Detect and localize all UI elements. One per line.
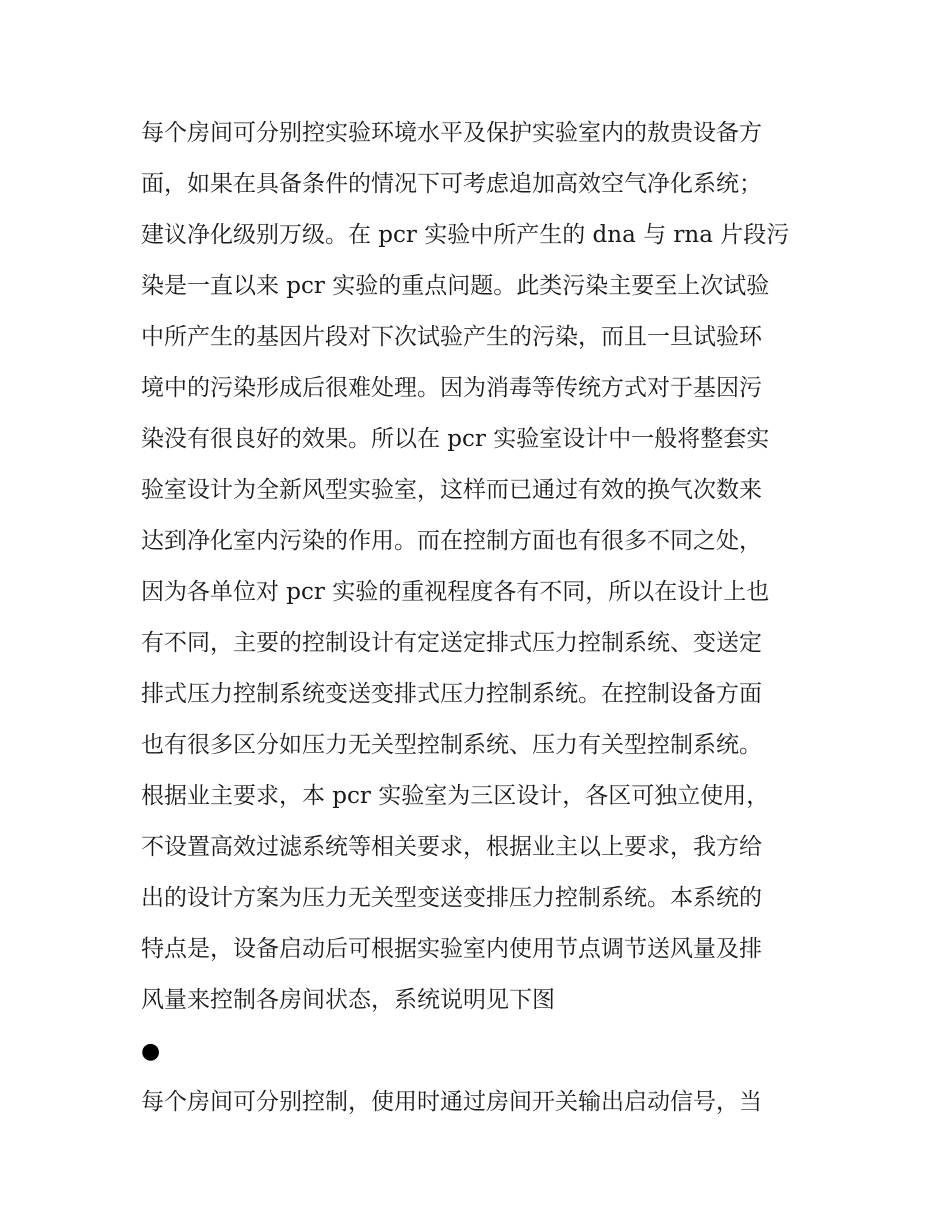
text-line: 特点是，设备启动后可根据实验室内使用节点调节送风量及排	[141, 936, 762, 962]
text-line: 根据业主要求，本 pcr 实验室为三区设计，各区可独立使用，	[141, 783, 770, 809]
text-line: 中所产生的基因片段对下次试验产生的污染，而且一旦试验环	[141, 324, 762, 350]
text-line: 每个房间可分别控制，使用时通过房间开关输出启动信号，当	[141, 1089, 762, 1115]
text-line: 染是一直以来 pcr 实验的重点问题。此类污染主要至上次试验	[141, 273, 770, 299]
text-line: 验室设计为全新风型实验室，这样而已通过有效的换气次数来	[141, 477, 762, 503]
text-line: 建议净化级别万级。在 pcr 实验中所产生的 dna 与 rna 片段污	[141, 222, 790, 248]
text-line: 因为各单位对 pcr 实验的重视程度各有不同，所以在设计上也	[141, 579, 770, 605]
text-line: 不设置高效过滤系统等相关要求，根据业主以上要求，我方给	[141, 834, 762, 860]
text-line: 达到净化室内污染的作用。而在控制方面也有很多不同之处，	[141, 528, 762, 554]
document-body	[141, 108, 821, 1128]
text-line: 境中的污染形成后很难处理。因为消毒等传统方式对于基因污	[141, 375, 762, 401]
text-line: 也有很多区分如压力无关型控制系统、压力有关型控制系统。	[141, 732, 762, 758]
text-line: 出的设计方案为压力无关型变送变排压力控制系统。本系统的	[141, 885, 762, 911]
text-line: 每个房间可分别控实验环境水平及保护实验室内的敖贵设备方	[141, 120, 762, 146]
text-line: 有不同，主要的控制设计有定送定排式压力控制系统、变送定	[141, 630, 762, 656]
text-line: 风量来控制各房间状态，系统说明见下图	[141, 987, 555, 1013]
bullet-icon: ●	[141, 1039, 161, 1064]
text-line: 染没有很良好的效果。所以在 pcr 实验室设计中一般将整套实	[141, 426, 770, 452]
text-line: 面，如果在具备条件的情况下可考虑追加高效空气净化系统；	[141, 171, 762, 197]
text-line: 排式压力控制系统变送变排式压力控制系统。在控制设备方面	[141, 681, 762, 707]
